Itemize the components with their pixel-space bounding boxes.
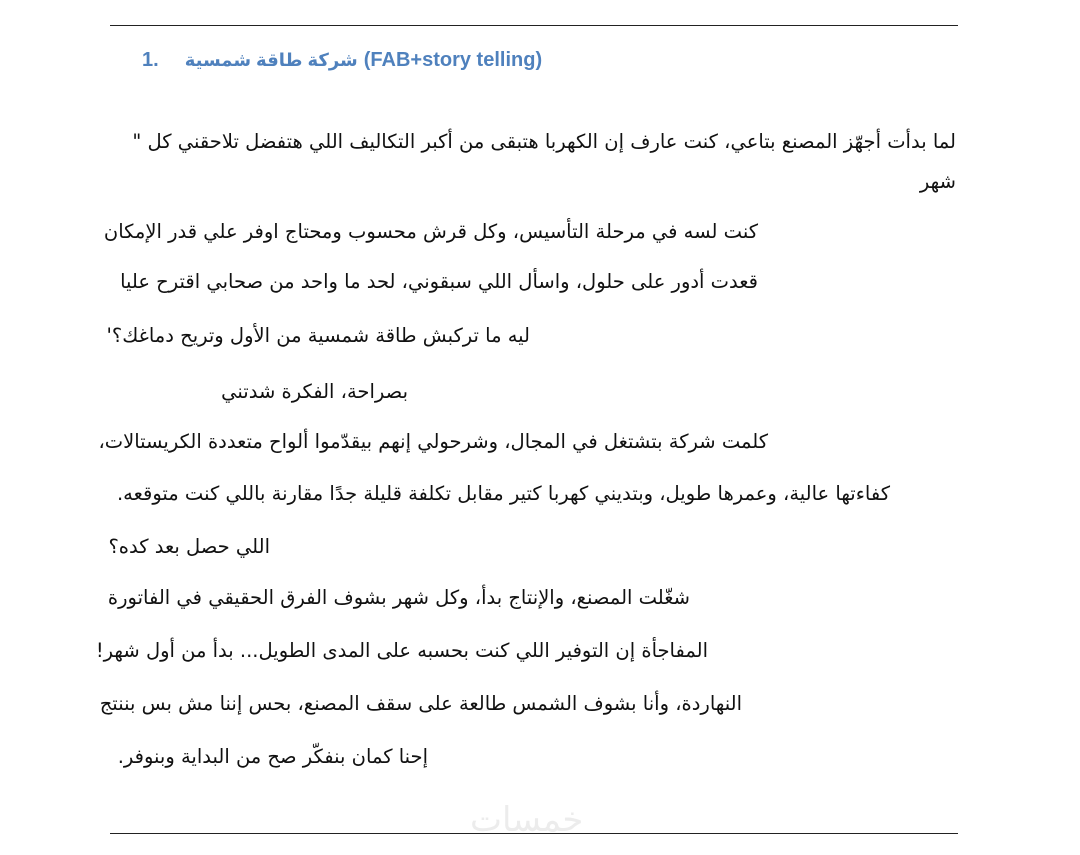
- top-rule: [110, 25, 958, 26]
- section-heading: [142, 44, 542, 76]
- body-line: شغّلت المصنع، والإنتاج بدأ، وكل شهر بشوف الفرق الحقيقي في الفاتورة: [107, 586, 690, 609]
- body-line: كنت لسه في مرحلة التأسيس، وكل قرش محسوب ومحتاج اوفر علي قدر الإمكان: [103, 220, 758, 243]
- heading-title-english: (FAB+story telling): [363, 48, 543, 71]
- body-line: بصراحة، الفكرة شدتني: [221, 380, 408, 403]
- watermark-logo: خمسات: [470, 800, 584, 840]
- body-line: اللي حصل بعد كده؟: [108, 535, 270, 558]
- heading-number: 1.: [142, 48, 159, 71]
- body-line: كفاءتها عالية، وعمرها طويل، وبتديني كهربا كتير مقابل تكلفة قليلة جدًا مقارنة باللي كنت متوقعه.: [116, 482, 890, 505]
- body-line: قعدت أدور على حلول، واسأل اللي سبقوني، لحد ما واحد من صحابي اقترح عليا: [120, 270, 758, 293]
- body-line: ليه ما تركبش طاقة شمسية من الأول وتريح دماغك؟': [106, 324, 530, 347]
- body-line: لما بدأت أجهّز المصنع بتاعي، كنت عارف إن الكهربا هتبقى من أكبر التكاليف اللي هتفضل تلاحقني كل ": [132, 130, 956, 153]
- body-line: إحنا كمان بنفكّر صح من البداية وبنوفر.: [117, 745, 428, 768]
- body-line: النهاردة، وأنا بشوف الشمس طالعة على سقف المصنع، بحس إننا مش بس بننتج: [99, 692, 742, 715]
- body-line: المفاجأة إن التوفير اللي كنت بحسبه على المدى الطويل... بدأ من أول شهر!: [95, 639, 708, 662]
- body-line: كلمت شركة بتشتغل في المجال، وشرحولي إنهم بيقدّموا ألواح متعددة الكريستالات،: [98, 430, 768, 453]
- bottom-rule: [110, 833, 958, 834]
- body-line: شهر: [919, 170, 956, 193]
- heading-title-arabic: شركة طاقة شمسية: [184, 49, 358, 70]
